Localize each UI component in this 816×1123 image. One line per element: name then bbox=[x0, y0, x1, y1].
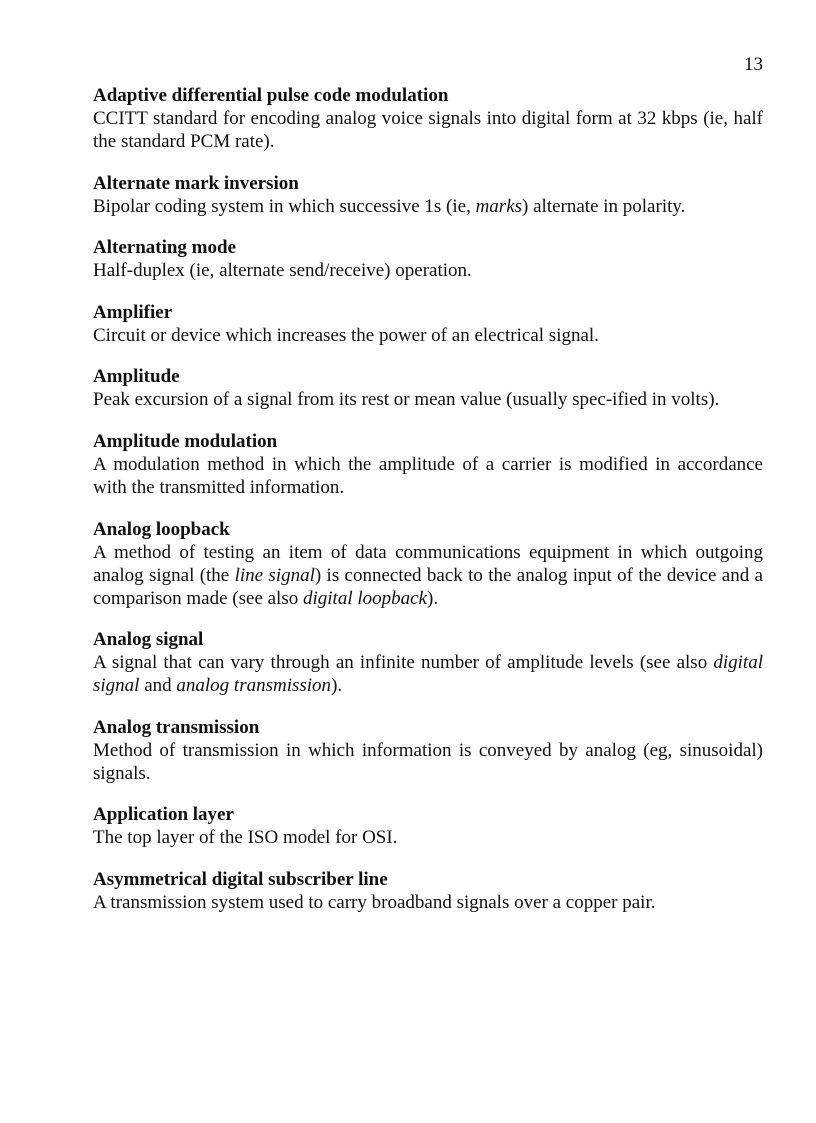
definition-emphasis: digital loopback bbox=[302, 587, 427, 609]
glossary-definition: Half-duplex (ie, alternate send/receive) operation. bbox=[93, 260, 472, 282]
glossary-entry bbox=[93, 628, 763, 697]
glossary-entry bbox=[93, 84, 763, 153]
glossary-term: Amplifier bbox=[93, 301, 173, 323]
glossary-definition: A transmission system used to carry broadband signals over a copper pair. bbox=[93, 891, 656, 913]
glossary-term: Application layer bbox=[93, 804, 234, 826]
glossary-term: Amplitude modulation bbox=[93, 430, 278, 452]
glossary-definition: Method of transmission in which information is conveyed by analog (eg, sinusoidal) signals. bbox=[93, 739, 763, 784]
glossary-definition: A modulation method in which the amplitude of a carrier is modified in accordance with the transmitted information. bbox=[93, 453, 763, 498]
definition-emphasis: marks bbox=[475, 195, 523, 217]
glossary-entry bbox=[93, 716, 763, 785]
glossary-definition bbox=[93, 651, 763, 697]
definition-text: Bipolar coding system in which successive 1s (ie, bbox=[93, 195, 476, 217]
definition-emphasis: line signal bbox=[234, 564, 315, 586]
glossary-entry bbox=[93, 518, 763, 610]
glossary-term: Alternating mode bbox=[93, 237, 237, 259]
definition-text: ) alternate in polarity. bbox=[522, 195, 686, 217]
definition-text: and bbox=[139, 675, 177, 697]
definition-text: ) is connected back to the analog input of the device and a comparison made (see also bbox=[93, 564, 763, 609]
glossary-definition: CCITT standard for encoding analog voice signals into digital form at 32 kbps (ie, half the standard PCM rate). bbox=[93, 108, 763, 152]
glossary-term: Amplitude bbox=[93, 366, 180, 388]
definition-emphasis: analog transmission bbox=[176, 675, 332, 697]
glossary-entries bbox=[93, 84, 763, 933]
glossary-term: Adaptive differential pulse code modulation bbox=[93, 85, 449, 106]
glossary-definition: The top layer of the ISO model for OSI. bbox=[93, 827, 398, 849]
definition-text: ). bbox=[331, 675, 343, 697]
glossary-definition: Peak excursion of a signal from its rest or mean value (usually spec-ified in volts). bbox=[93, 389, 720, 411]
page-number: 13 bbox=[744, 54, 763, 75]
definition-text: ). bbox=[427, 587, 439, 609]
definition-emphasis: digital signal bbox=[93, 652, 763, 697]
glossary-definition bbox=[93, 541, 763, 610]
glossary-entry bbox=[93, 365, 763, 411]
glossary-entry bbox=[93, 430, 763, 499]
glossary-term: Analog signal bbox=[93, 629, 204, 651]
glossary-term: Analog transmission bbox=[93, 716, 260, 738]
definition-text: A method of testing an item of data communications equipment in which outgoing analog signal (the bbox=[93, 541, 763, 586]
glossary-entry bbox=[93, 172, 763, 218]
glossary-entry bbox=[93, 868, 763, 914]
glossary-definition bbox=[93, 195, 763, 218]
glossary-entry bbox=[93, 803, 763, 849]
glossary-entry bbox=[93, 301, 763, 347]
glossary-term: Analog loopback bbox=[93, 518, 230, 540]
glossary-term: Alternate mark inversion bbox=[93, 172, 299, 194]
definition-text: A signal that can vary through an infinite number of amplitude levels (see also bbox=[93, 652, 714, 674]
glossary-entry bbox=[93, 236, 763, 282]
glossary-definition: Circuit or device which increases the power of an electrical signal. bbox=[93, 324, 599, 346]
glossary-term: Asymmetrical digital subscriber line bbox=[93, 868, 388, 890]
